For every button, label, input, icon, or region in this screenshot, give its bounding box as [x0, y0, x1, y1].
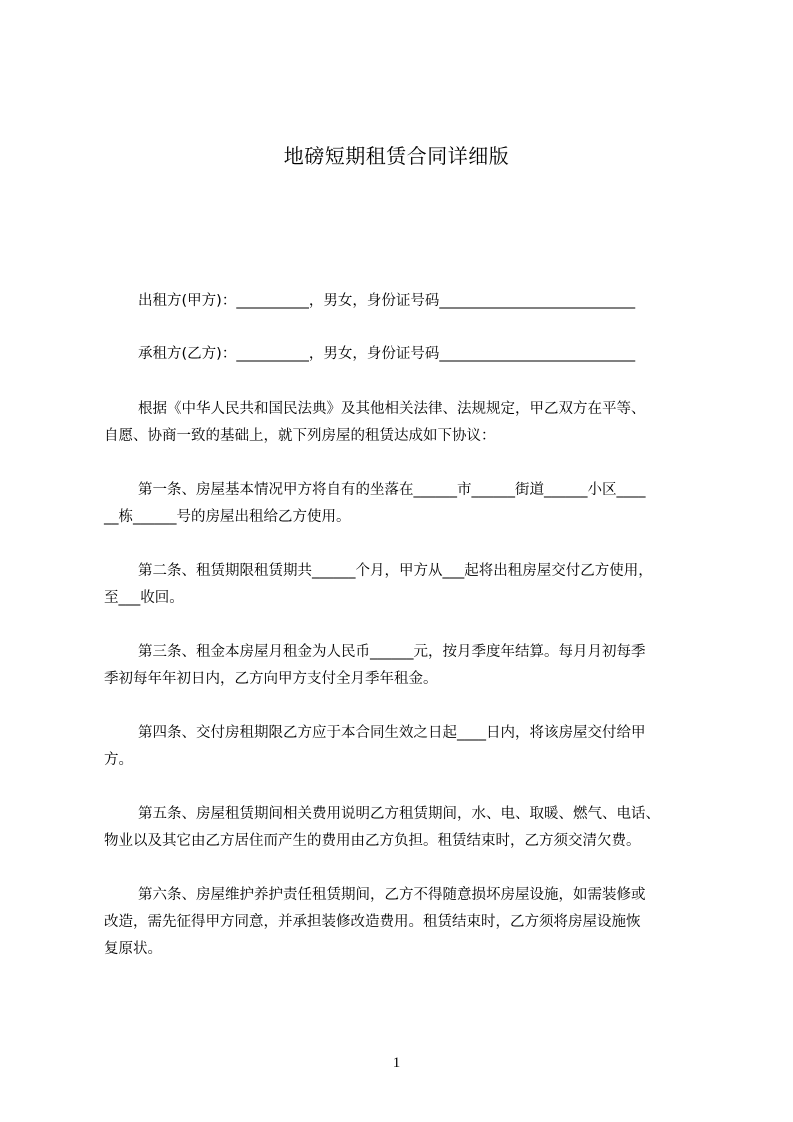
preamble-line-1: 根据《中华人民共和国民法典》及其他相关法律、法规规定，甲乙双方在平等、: [138, 401, 646, 417]
article-5-line-2: 物业以及其它由乙方居住而产生的费用由乙方负担。租赁结束时，乙方须交清欠费。: [104, 833, 641, 849]
article-5-line-1: 第五条、房屋租赁期间相关费用说明乙方租赁期间，水、电、取暖、燃气、电话、: [138, 806, 660, 822]
article-3-line-2: 季初每年年初日内，乙方向甲方支付全月季年租金。: [104, 671, 438, 687]
document-title: 地磅短期租赁合同详细版: [283, 144, 510, 168]
article-3-line-1: 第三条、租金本房屋月租金为人民币______元，按月季度年结算。每月月初每季: [138, 644, 646, 660]
preamble-line-2: 自愿、协商一致的基础上，就下列房屋的租赁达成如下协议：: [104, 428, 496, 444]
lessor-line: 出租方(甲方)：__________，男女，身份证号码___________________________: [138, 293, 636, 309]
article-1-line-1: 第一条、房屋基本情况甲方将自有的坐落在______市______街道______小区____: [138, 482, 646, 498]
article-2-line-1: 第二条、租赁期限租赁期共______个月，甲方从___起将出租房屋交付乙方使用，: [138, 563, 653, 579]
lessee-line: 承租方(乙方)：__________，男女，身份证号码___________________________: [138, 346, 636, 362]
article-6-line-2: 改造，需先征得甲方同意，并承担装修改造费用。租赁结束时，乙方须将房屋设施恢: [104, 914, 641, 930]
article-4-line-2: 方。: [104, 752, 133, 768]
article-1-line-2: __栋______号的房屋出租给乙方使用。: [104, 509, 351, 525]
article-6-line-1: 第六条、房屋维护养护责任租赁期间，乙方不得随意损坏房屋设施，如需装修或: [138, 887, 646, 903]
page-number: 1: [392, 1055, 401, 1071]
article-4-line-1: 第四条、交付房租期限乙方应于本合同生效之日起____日内，将该房屋交付给甲: [138, 725, 646, 741]
article-2-line-2: 至___收回。: [104, 590, 184, 606]
article-6-line-3: 复原状。: [104, 941, 162, 957]
